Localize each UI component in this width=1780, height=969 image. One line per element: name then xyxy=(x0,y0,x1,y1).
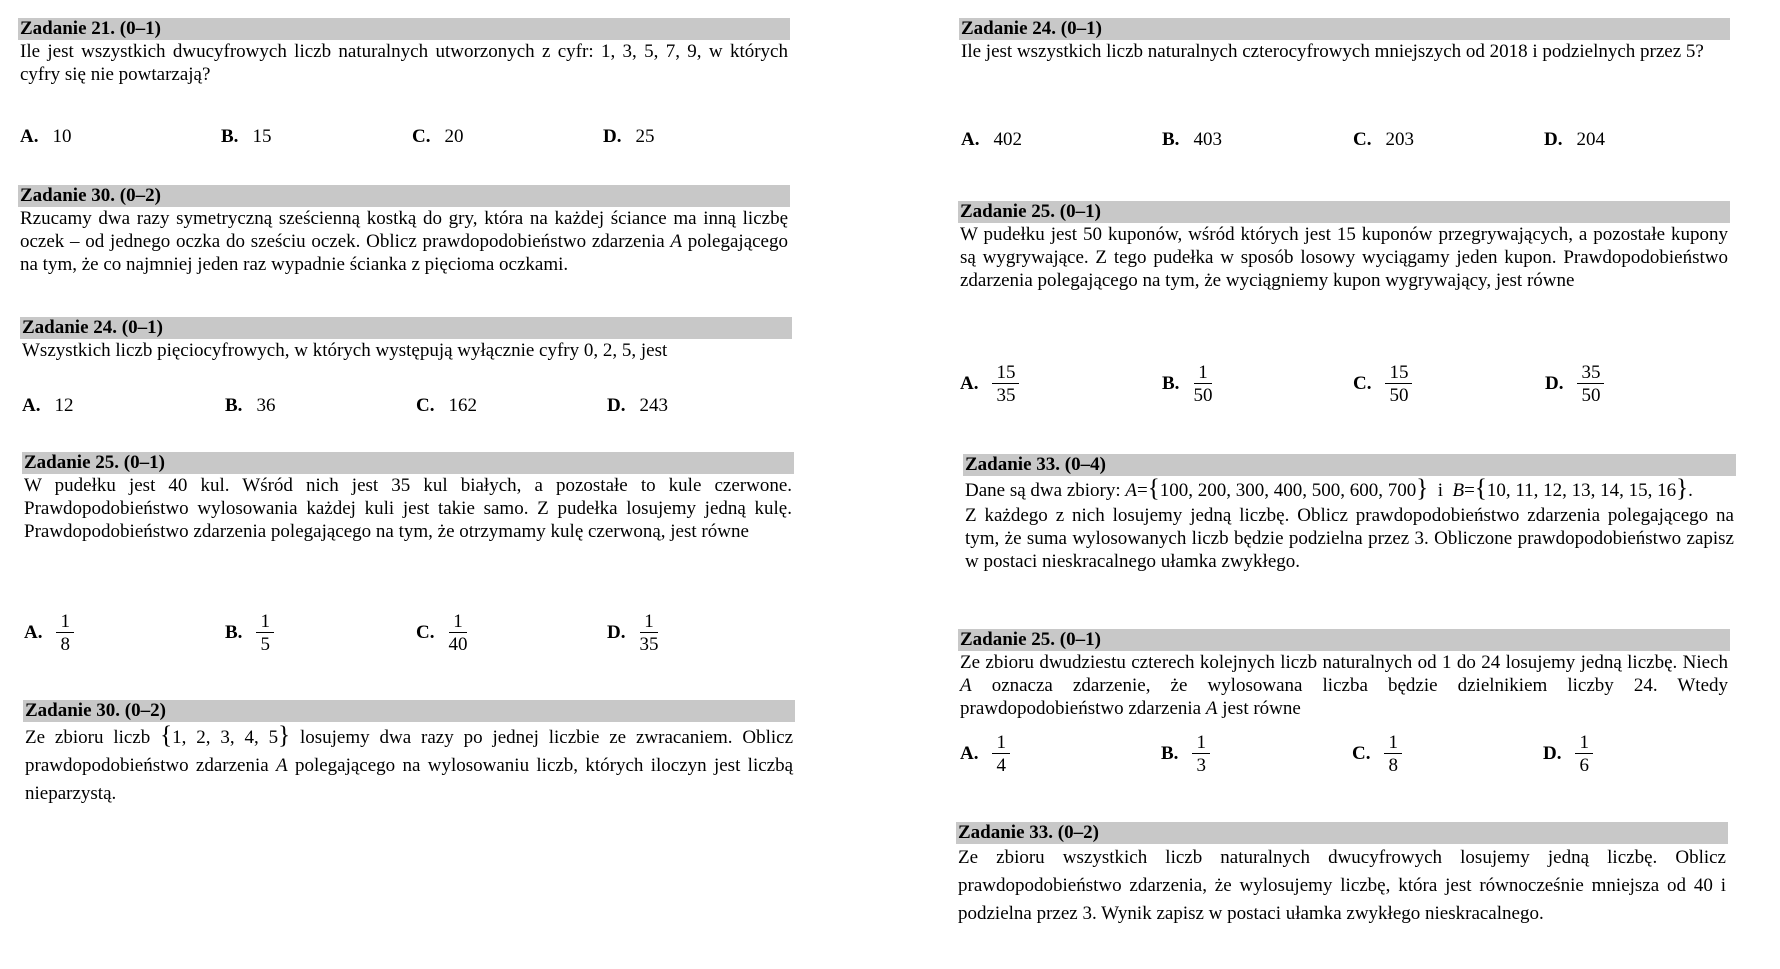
option-letter: B. xyxy=(225,622,243,643)
numerator: 1 xyxy=(640,612,658,633)
task-text: Ze zbioru wszystkich liczb naturalnych dwucyfrowych losujemy jedną liczbę. Oblicz prawdopodobieństwo zdarzenia, że wylosujemy liczbę, która jest równocześnie mniejsza od 40 i podzielna przez 3. Wynik zapisz w postaci ułamka zwykłego nieskracalnego. xyxy=(958,847,1726,924)
task-left-1 xyxy=(18,18,790,148)
option-a[interactable] xyxy=(24,612,74,654)
option-c[interactable] xyxy=(1352,733,1402,775)
option-d[interactable] xyxy=(603,126,654,148)
task-left-5 xyxy=(23,700,795,808)
option-value: 10 xyxy=(52,126,72,147)
task-text: Ile jest wszystkich liczb naturalnych czterocyfrowych mniejszych od 2018 i podzielnych przez 5? xyxy=(961,41,1704,62)
task-right-2 xyxy=(958,201,1730,416)
option-letter: D. xyxy=(607,395,626,416)
denominator: 8 xyxy=(60,634,70,655)
fraction xyxy=(1577,363,1604,405)
fraction xyxy=(448,612,467,654)
numerator: 1 xyxy=(256,612,274,633)
task-text: Ze zbioru dwudziestu czterech kolejnych liczb naturalnych od 1 do 24 losujemy jedną liczbę. Niech A oznacza zdarzenie, że wylosowana liczba będzie dzielnikiem liczby 24. Wtedy prawdopodobieństwo zdarzenia A jest równe xyxy=(960,652,1729,719)
option-letter: D. xyxy=(603,126,622,147)
task-left-2 xyxy=(18,185,790,276)
option-letter: D. xyxy=(1544,129,1563,150)
option-value: 243 xyxy=(639,395,668,416)
numerator: 1 xyxy=(1384,733,1402,754)
task-text: Rzucamy dwa razy symetryczną sześcienną kostką do gry, która na każdej ściance ma inną liczbę oczek – od jednego oczka do sześciu oczek. Oblicz prawdopodobieństwo zdarzenia A polegającego na tym, że co najmniej jeden raz wypadnie ścianka z pięcioma oczkami. xyxy=(20,208,788,275)
task-header: Zadanie 25. (0–1) xyxy=(958,629,1730,651)
numerator: 15 xyxy=(1385,363,1412,384)
task-header: Zadanie 30. (0–2) xyxy=(23,700,795,722)
option-letter: C. xyxy=(1353,373,1372,394)
option-letter: D. xyxy=(1543,743,1562,764)
numerator: 35 xyxy=(1577,363,1604,384)
denominator: 6 xyxy=(1579,755,1589,776)
option-letter: B. xyxy=(221,126,239,147)
numerator: 1 xyxy=(1194,363,1212,384)
option-letter: C. xyxy=(1353,129,1372,150)
option-a[interactable] xyxy=(20,126,71,148)
option-letter: D. xyxy=(1545,373,1564,394)
denominator: 50 xyxy=(1193,385,1213,406)
denominator: 3 xyxy=(1196,755,1206,776)
option-value: 403 xyxy=(1193,129,1222,150)
set-b-values: 10, 11, 12, 13, 14, 15, 16 xyxy=(1486,480,1677,501)
task-header: Zadanie 21. (0–1) xyxy=(18,18,790,40)
option-d[interactable] xyxy=(1543,733,1593,775)
option-letter: C. xyxy=(412,126,431,147)
denominator: 4 xyxy=(996,755,1006,776)
task-text: Wszystkich liczb pięciocyfrowych, w których występują wyłącznie cyfry 0, 2, 5, jest xyxy=(22,340,668,361)
denominator: 8 xyxy=(1388,755,1398,776)
task-text: Dane są dwa zbiory: A={100, 200, 300, 400, 500, 600, 700} i B={10, 11, 12, 13, 14, 15, 16}. xyxy=(965,475,1693,502)
option-c[interactable] xyxy=(412,126,463,148)
denominator: 50 xyxy=(1389,385,1409,406)
option-value: 15 xyxy=(252,126,272,147)
task-text: Ze zbioru liczb {1, 2, 3, 4, 5} losujemy dwa razy po jednej liczbie ze zwracaniem. Oblicz prawdopodobieństwo zdarzenia A polegającego na wylosowaniu liczb, których iloczyn jest liczbą nieparzystą. xyxy=(25,722,794,804)
option-letter: B. xyxy=(1162,129,1180,150)
option-a[interactable] xyxy=(961,129,1022,151)
option-letter: B. xyxy=(1161,743,1179,764)
event-variable: A xyxy=(670,231,683,252)
option-letter: A. xyxy=(22,395,41,416)
task-right-1 xyxy=(959,18,1730,158)
task-header: Zadanie 33. (0–2) xyxy=(956,822,1728,844)
event-variable: A xyxy=(960,675,972,696)
fraction xyxy=(1384,733,1402,775)
option-letter: A. xyxy=(20,126,39,147)
option-value: 36 xyxy=(256,395,276,416)
task-text: W pudełku jest 50 kuponów, wśród których jest 15 kuponów przegrywających, a pozostałe kupony są wygrywające. Z tego pudełka w sposób losowy wyciągamy jeden kupon. Prawdopodobieństwo zdarzenia polegającego na tym, że wyciągniemy kupon wygrywający, jest równe xyxy=(960,224,1728,291)
option-c[interactable] xyxy=(1353,129,1414,151)
set-a-name: A xyxy=(1125,480,1137,501)
option-letter: A. xyxy=(960,743,979,764)
event-variable: A xyxy=(1205,698,1218,719)
option-b[interactable] xyxy=(225,395,275,417)
task-header: Zadanie 25. (0–1) xyxy=(22,452,794,474)
option-value: 20 xyxy=(444,126,464,147)
fraction xyxy=(992,733,1010,775)
event-variable: A xyxy=(276,755,288,776)
option-letter: A. xyxy=(960,373,979,394)
denominator: 5 xyxy=(260,634,270,655)
fraction xyxy=(1385,363,1412,405)
task-header: Zadanie 33. (0–4) xyxy=(963,454,1736,476)
numerator: 1 xyxy=(1192,733,1210,754)
denominator: 35 xyxy=(639,634,659,655)
option-letter: A. xyxy=(24,622,43,643)
option-letter: B. xyxy=(225,395,243,416)
option-b[interactable] xyxy=(221,126,271,148)
task-left-4 xyxy=(22,452,794,662)
option-value: 204 xyxy=(1576,129,1605,150)
numerator: 1 xyxy=(992,733,1010,754)
fraction xyxy=(992,363,1019,405)
option-a[interactable] xyxy=(960,733,1010,775)
task-text: Ile jest wszystkich dwucyfrowych liczb naturalnych utworzonych z cyfr: 1, 3, 5, 7, 9, w których cyfry się nie powtarzają? xyxy=(20,41,788,85)
fraction xyxy=(1193,363,1212,405)
option-letter: D. xyxy=(607,622,626,643)
fraction xyxy=(56,612,74,654)
task-header: Zadanie 24. (0–1) xyxy=(959,18,1730,40)
option-b[interactable] xyxy=(1162,129,1222,151)
denominator: 50 xyxy=(1581,385,1601,406)
numerator: 1 xyxy=(1575,733,1593,754)
task-header: Zadanie 30. (0–2) xyxy=(18,185,790,207)
option-d[interactable] xyxy=(1544,129,1605,151)
task-right-5 xyxy=(956,822,1728,928)
numerator: 1 xyxy=(56,612,74,633)
option-b[interactable] xyxy=(1162,363,1212,405)
option-d[interactable] xyxy=(607,395,668,417)
set-b-name: B xyxy=(1452,480,1465,501)
task-text: W pudełku jest 40 kul. Wśród nich jest 35 kul białych, a pozostałe to kule czerwone. Prawdopodobieństwo wylosowania każdej kuli jest takie samo. Z pudełka losujemy jedną kulę. Prawdopodobieństwo zdarzenia polegającego na tym, że otrzymamy kulę czerwoną, jest równe xyxy=(24,475,792,542)
numerator: 1 xyxy=(449,612,467,633)
option-d[interactable] xyxy=(607,612,658,654)
option-letter: C. xyxy=(416,622,435,643)
option-letter: C. xyxy=(416,395,435,416)
option-value: 162 xyxy=(448,395,477,416)
set-a-values: 100, 200, 300, 400, 500, 600, 700 xyxy=(1159,480,1417,501)
option-value: 25 xyxy=(635,126,655,147)
option-value: 203 xyxy=(1385,129,1414,150)
fraction xyxy=(1575,733,1593,775)
option-letter: A. xyxy=(961,129,980,150)
option-value: 12 xyxy=(54,395,74,416)
task-header: Zadanie 25. (0–1) xyxy=(958,201,1730,223)
task-right-3 xyxy=(963,454,1736,573)
numerator: 15 xyxy=(992,363,1019,384)
task-header: Zadanie 24. (0–1) xyxy=(20,317,792,339)
denominator: 35 xyxy=(996,385,1016,406)
task-text-continued: Z każdego z nich losujemy jedną liczbę. Oblicz prawdopodobieństwo zdarzenia polegającego na tym, że suma wylosowanych liczb będzie podzielna przez 3. Obliczone prawdopodobieństwo zapisz w postaci nieskracalnego ułamka zwykłego. xyxy=(965,505,1734,572)
option-a[interactable] xyxy=(960,363,1019,405)
set-values: 1, 2, 3, 4, 5 xyxy=(172,727,279,748)
option-c[interactable] xyxy=(416,612,467,654)
fraction xyxy=(639,612,658,654)
fraction xyxy=(256,612,274,654)
option-b[interactable] xyxy=(1161,733,1210,775)
option-value: 402 xyxy=(993,129,1022,150)
option-b[interactable] xyxy=(225,612,274,654)
option-c[interactable] xyxy=(1353,363,1412,405)
option-a[interactable] xyxy=(22,395,73,417)
task-right-4 xyxy=(958,629,1730,779)
task-left-3 xyxy=(20,317,792,417)
denominator: 40 xyxy=(448,634,468,655)
fraction xyxy=(1192,733,1210,775)
option-letter: C. xyxy=(1352,743,1371,764)
option-d[interactable] xyxy=(1545,363,1604,405)
option-letter: B. xyxy=(1162,373,1180,394)
option-c[interactable] xyxy=(416,395,477,417)
